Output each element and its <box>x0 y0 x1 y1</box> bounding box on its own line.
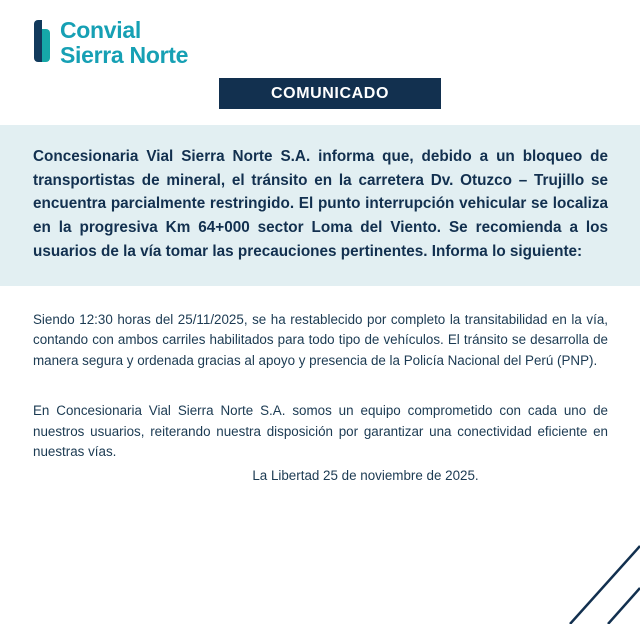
logo-line-2: Sierra Norte <box>60 41 189 68</box>
banner-title: COMUNICADO <box>271 84 389 102</box>
body-content <box>33 310 608 483</box>
logo-line-1: Convial <box>60 17 141 43</box>
logo-bar-teal <box>42 29 50 62</box>
signoff-line: La Libertad 25 de noviembre de 2025. <box>252 468 479 484</box>
logo-mark-icon <box>34 20 50 62</box>
decorative-lines <box>440 504 640 624</box>
logo-wordmark <box>60 18 188 68</box>
body-paragraph-1: Siendo 12:30 horas del 25/11/2025, se ha restablecido por completo la transitabilidad en la vía, contando con ambos carriles habilitados para todo tipo de vehículos. El tránsito se desarrolla de manera segura y ordenada gracias al apoyo y presencia de la Policía Nacional del Perú (PNP). <box>33 312 608 368</box>
body-paragraph-2: En Concesionaria Vial Sierra Norte S.A. somos un equipo comprometido con cada uno de nuestros usuarios, reiterando nuestra disposición por garantizar una conectividad eficiente en nuestras vías. <box>33 403 608 459</box>
logo-bar-dark <box>34 20 42 62</box>
announcement-banner <box>219 78 441 109</box>
brand-logo <box>34 18 188 68</box>
intro-highlight-block <box>0 125 640 286</box>
intro-paragraph: Concesionaria Vial Sierra Norte S.A. informa que, debido a un bloqueo de transportistas de mineral, el tránsito en la carretera Dv. Otuzco – Trujillo se encuentra parcialmente restringido. El punto interrupción vehicular se localiza en la progresiva Km 64+000 sector Loma del Viento. Se recomienda a los usuarios de la vía tomar las precauciones pertinentes. Informa lo siguiente: <box>33 148 608 260</box>
